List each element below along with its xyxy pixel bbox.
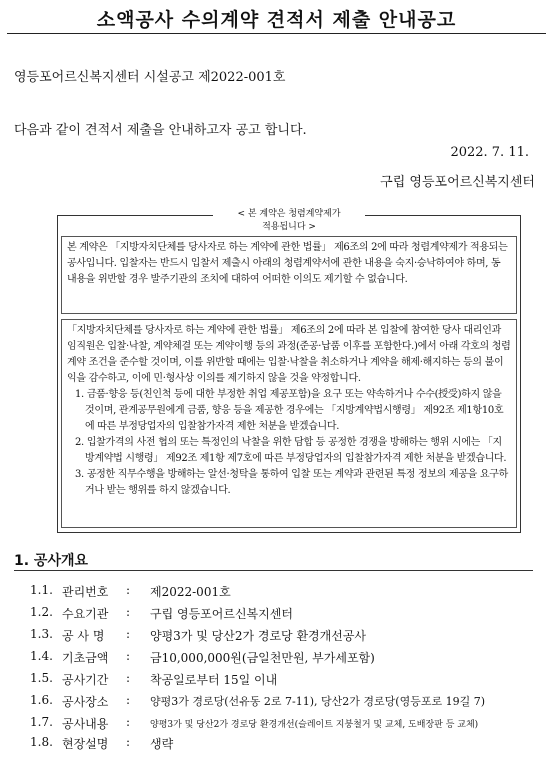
row-number: 1.4.	[30, 649, 53, 663]
pledge-item-3: 3. 공정한 직무수행을 방해하는 알선·청탁을 통하여 입찰 또는 계약과 관련된 특정 정보의 제공을 요구하거나 받는 행위를 하지 않겠습니다.	[75, 469, 509, 496]
row-colon: :	[126, 735, 131, 749]
section-title: 1. 공사개요	[14, 553, 89, 569]
pledge-intro: 「지방자치단체를 당사자로 하는 계약에 관한 법률」 제6조의 2에 따라 본 입찰에 참여한 당사 대리인과 임직원은 입찰·낙찰, 계약체결 또는 계약이행 등의 과정(준공·납품 이후를 포함한다.)에서 아래 각호의 청렴계약 조건을 준수할 것이며, 이를 위반할 때에는 입찰·낙찰을 취소하거나 계약을 해제·해지하는 등의 불이익을 감수하고, 이에 민·형사상 이의를 제기하지 않을 것을 약정합니다.	[67, 325, 511, 384]
row-number: 1.8.	[30, 735, 53, 749]
row-label: 현장설명	[62, 737, 109, 751]
row-colon: :	[126, 715, 131, 729]
row-value: 생략	[150, 737, 174, 751]
row-value: 금10,000,000원(금일천만원, 부가세포함)	[150, 651, 375, 665]
integrity-contract-box	[57, 209, 521, 533]
intro-text: 다음과 같이 견적서 제출을 안내하고자 공고 합니다.	[14, 123, 307, 138]
row-number: 1.6.	[30, 693, 53, 707]
integrity-pledge-panel	[61, 319, 517, 528]
row-colon: :	[126, 627, 131, 641]
row-label: 기초금액	[62, 651, 109, 665]
notice-number: 영등포어르신복지센터 시설공고 제2022-001호	[14, 70, 286, 85]
row-label: 관리번호	[62, 585, 109, 599]
integrity-notice-paragraph: 본 계약은 「지방자치단체를 당사자로 하는 계약에 관한 법률」 제6조의 2에 따라 청렴계약제가 적용되는 공사입니다. 입찰자는 반드시 입찰서 제출시 아래의 청렴계약서에 관한 내용을 숙지·승낙하여야 하며, 동 내용을 위반할 경우 발주기관의 조치에 대하여 어떠한 이의도 제기할 수 없습니다.	[61, 236, 517, 314]
document-title: 소액공사 수의계약 견적서 제출 안내공고	[96, 9, 457, 31]
row-colon: :	[126, 649, 131, 663]
row-label: 공사기간	[62, 673, 109, 687]
row-label: 공사장소	[62, 695, 109, 709]
row-value: 양평3가 경로당(선유동 2로 7-11), 당산2가 경로당(영등포로 19길 7)	[150, 695, 485, 708]
row-value: 제2022-001호	[150, 585, 231, 599]
row-value: 양평3가 및 당산2가 경로당 환경개선(슬레이트 지붕철거 및 교체, 도배장판 등 교체)	[150, 720, 479, 730]
notice-date: 2022. 7. 11.	[450, 145, 529, 160]
section-divider	[14, 570, 533, 571]
caption-line-2: 적용됩니다 >	[262, 222, 316, 232]
row-label: 공사내용	[62, 717, 109, 731]
row-number: 1.3.	[30, 627, 53, 641]
row-colon: :	[126, 605, 131, 619]
row-label: 수요기관	[62, 607, 109, 621]
issuing-organization: 구립 영등포어르신복지센터	[380, 175, 535, 190]
row-number: 1.5.	[30, 671, 53, 685]
pledge-item-1: 1. 금품·향응 등(친인척 등에 대한 부정한 취업 제공포함)을 요구 또는 약속하거나 수수(授受)하지 않을 것이며, 관계공무원에게 금품, 향응 등을 제공한 경우에는 「지방계약법시행령」 제92조 제1항10호에 따른 부정당업자의 입찰참가자격 제한 처분을 받겠습니다.	[75, 389, 504, 432]
row-colon: :	[126, 583, 131, 597]
pledge-item-2: 2. 입찰가격의 사전 협의 또는 특정인의 낙찰을 위한 담합 등 공정한 경쟁을 방해하는 행위 시에는 「지방계약법 시행령」 제92조 제1항 제7호에 따른 부정당업자의 입찰참가자격 제한 처분을 받겠습니다.	[75, 437, 507, 464]
row-label: 공 사 명	[62, 629, 105, 643]
row-value: 양평3가 및 당산2가 경로당 환경개선공사	[150, 629, 367, 643]
title-divider	[7, 33, 546, 34]
row-number: 1.1.	[30, 583, 53, 597]
row-value: 착공일로부터 15일 이내	[150, 673, 278, 687]
integrity-box-caption	[213, 208, 365, 234]
row-colon: :	[126, 693, 131, 707]
row-value: 구립 영등포어르신복지센터	[150, 607, 293, 621]
caption-line-1: < 본 계약은 청렴계약제가	[237, 209, 341, 219]
row-number: 1.7.	[30, 715, 53, 729]
row-colon: :	[126, 671, 131, 685]
row-number: 1.2.	[30, 605, 53, 619]
